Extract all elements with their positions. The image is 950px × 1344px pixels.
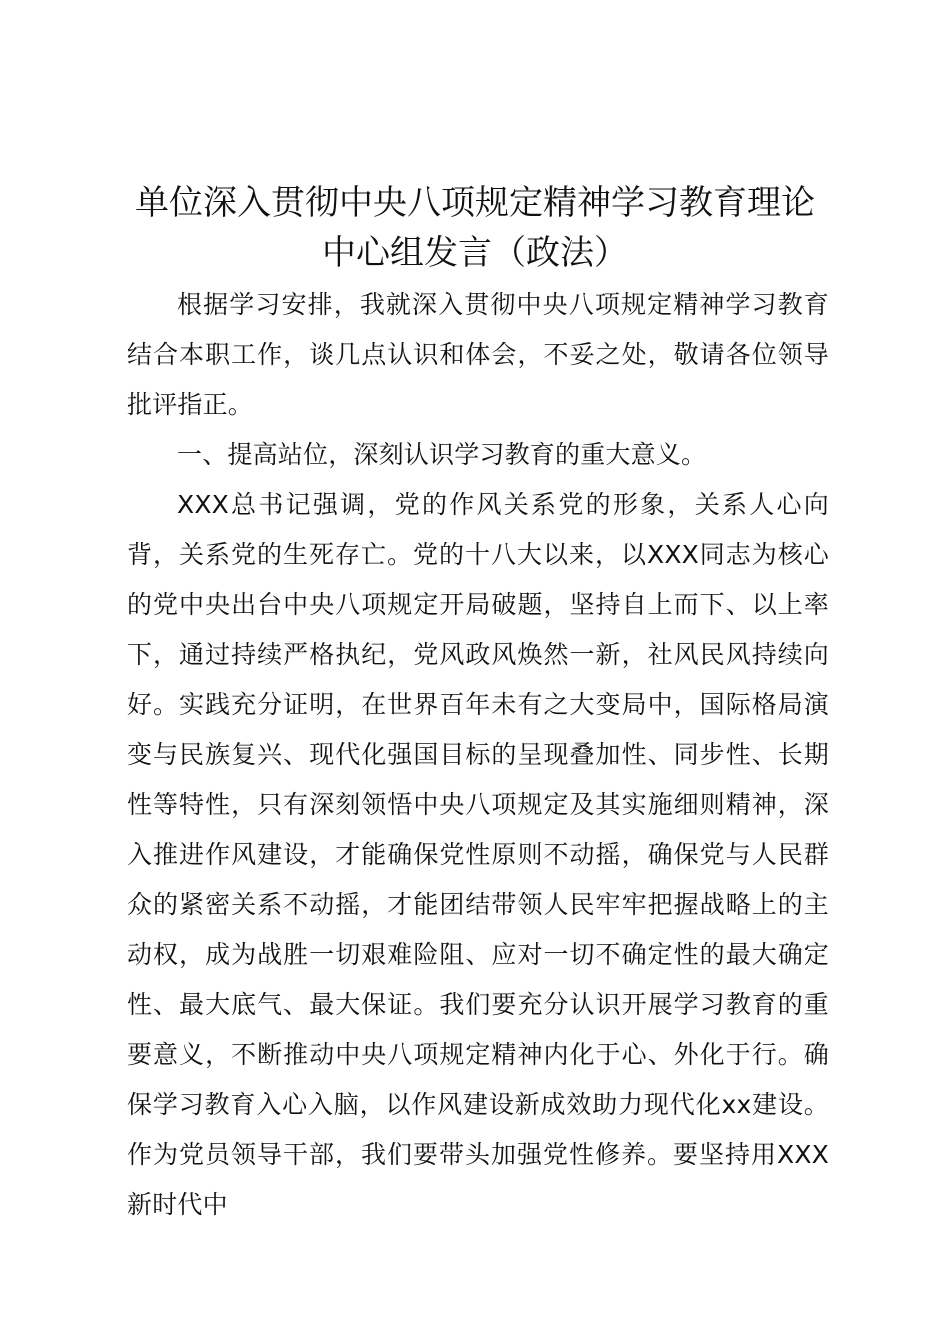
title-line-2: 中心组发言（政法） bbox=[322, 233, 628, 273]
title-line-1: 单位深入贯彻中央八项规定精神学习教育理论 bbox=[135, 183, 815, 223]
document-body bbox=[127, 280, 829, 1230]
section-heading-1: 一、提高站位，深刻认识学习教育的重大意义。 bbox=[177, 440, 707, 469]
document-title bbox=[100, 178, 850, 278]
intro-paragraph: 根据学习安排，我就深入贯彻中央八项规定精神学习教育结合本职工作，谈几点认识和体会，不妥之处，敬请各位领导批评指正。 bbox=[127, 290, 829, 419]
body-paragraph-1: XXX总书记强调，党的作风关系党的形象，关系人心向背，关系党的生死存亡。党的十八大以来，以XXX同志为核心的党中央出台中央八项规定开局破题，坚持自上而下、以上率下，通过持续严格执纪，党风政风焕然一新，社风民风持续向好。实践充分证明，在世界百年未有之大变局中，国际格局演变与民族复兴、现代化强国目标的呈现叠加性、同步性、长期性等特性，只有深刻领悟中央八项规定及其实施细则精神，深入推进作风建设，才能确保党性原则不动摇，确保党与人民群众的紧密关系不动摇，才能团结带领人民牢牢把握战略上的主动权，成为战胜一切艰难险阻、应对一切不确定性的最大确定性、最大底气、最大保证。我们要充分认识开展学习教育的重要意义，不断推动中央八项规定精神内化于心、外化于行。确保学习教育入心入脑，以作风建设新成效助力现代化xx建设。作为党员领导干部，我们要带头加强党性修养。要坚持用XXX新时代中 bbox=[127, 490, 829, 1219]
